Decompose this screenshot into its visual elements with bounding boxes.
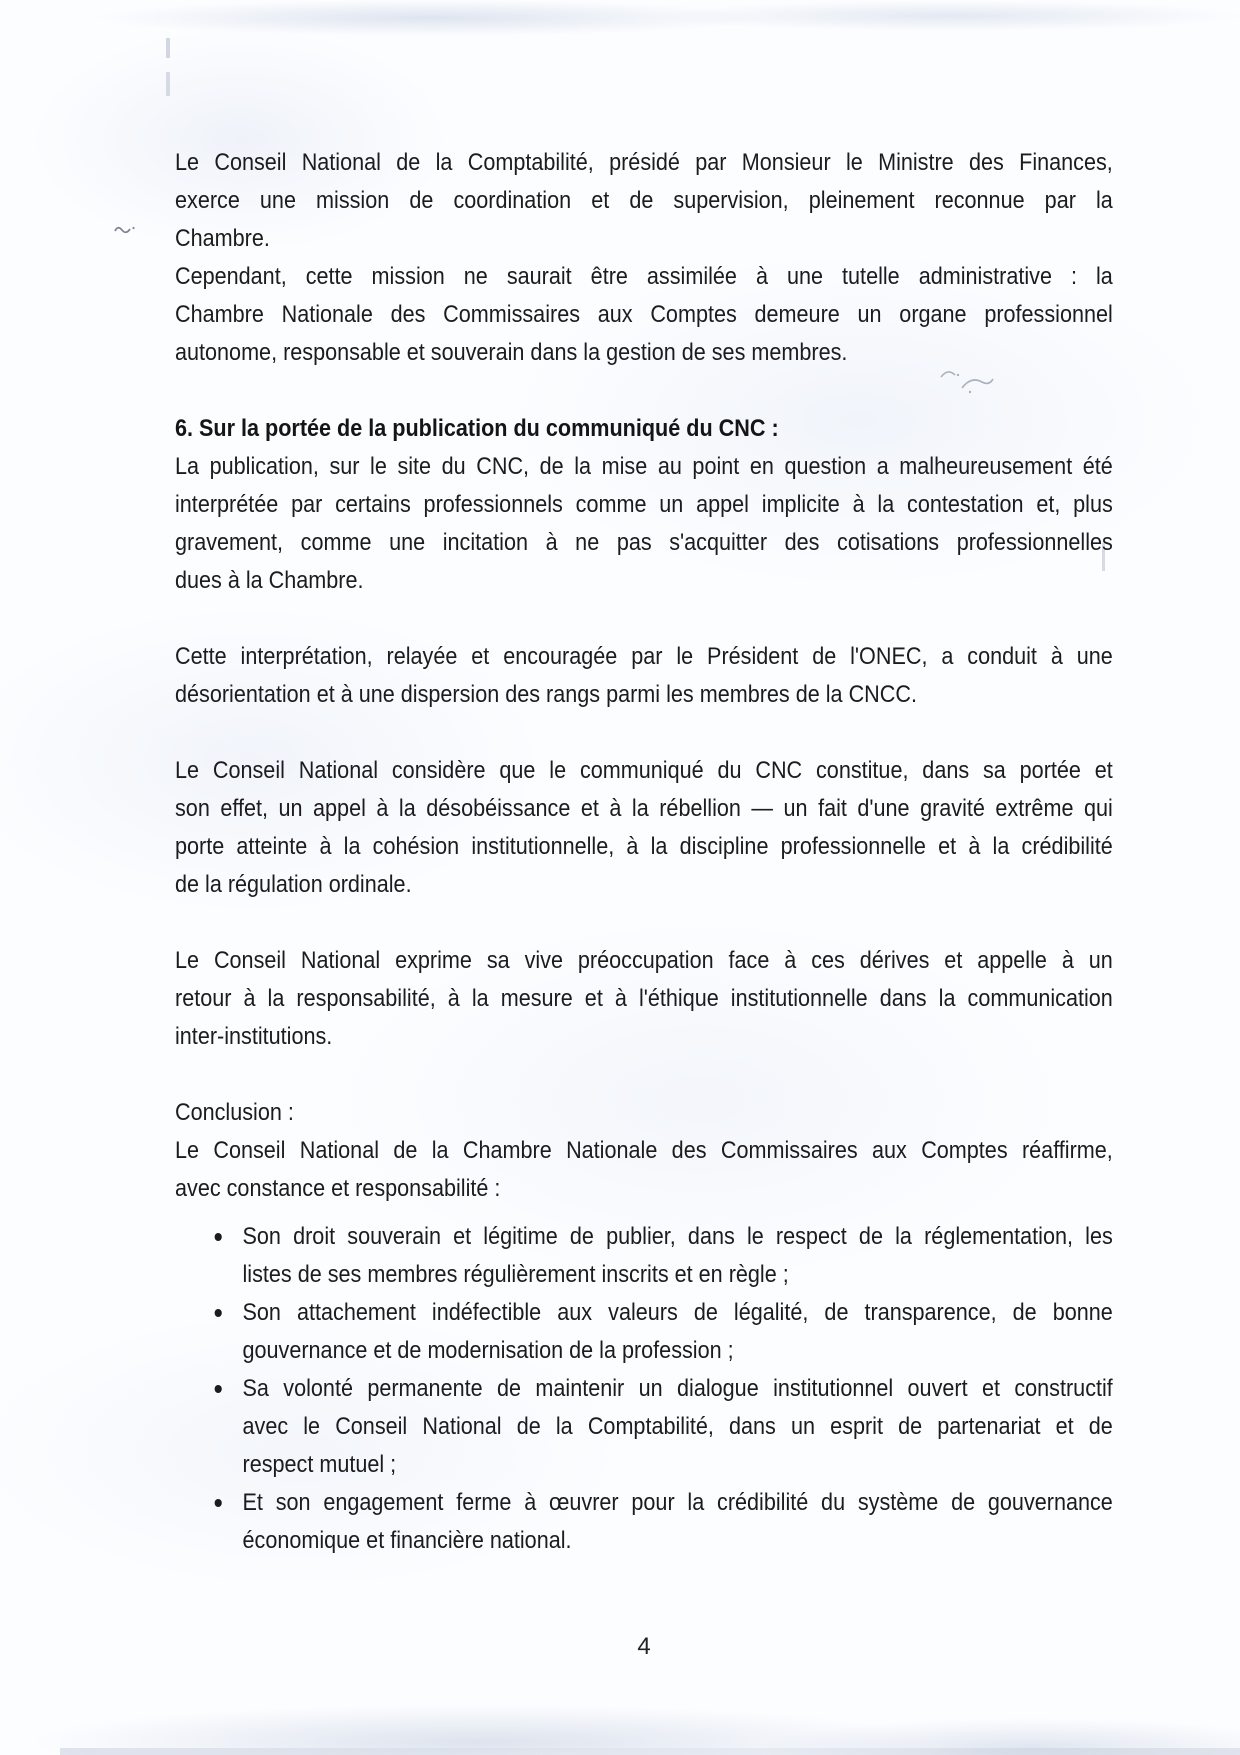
text-line: Cette interprétation, relayée et encouragée par le Président de l'ONEC, a conduit à une (175, 643, 1113, 670)
text-line: dues à la Chambre. (175, 567, 364, 594)
text-line: de la régulation ordinale. (175, 871, 412, 898)
bullet-item (175, 1294, 1113, 1370)
paragraph (175, 638, 1113, 714)
text-line: économique et financière national. (242, 1527, 572, 1554)
text-line: Le Conseil National de la Comptabilité, présidé par Monsieur le Ministre des Finances, (175, 149, 1113, 176)
text-line: avec constance et responsabilité : (175, 1175, 501, 1202)
text-line: gouvernance et de modernisation de la profession ; (242, 1337, 734, 1364)
text-line: 6. Sur la portée de la publication du communiqué du CNC : (175, 415, 779, 442)
scan-smudge-top (166, 38, 170, 58)
text-line: listes de ses membres régulièrement inscrits et en règle ; (242, 1261, 789, 1288)
text-line: désorientation et à une dispersion des rangs parmi les membres de la CNCC. (175, 681, 917, 708)
text-line: son effet, un appel à la désobéissance et à la rébellion — un fait d'une gravité extrême qui (175, 795, 1113, 822)
paragraph (175, 448, 1113, 600)
text-line: respect mutuel ; (242, 1451, 397, 1478)
bullet-list (175, 1218, 1113, 1560)
text-line: Le Conseil National considère que le communiqué du CNC constitue, dans sa portée et (175, 757, 1113, 784)
page-number: 4 (637, 1633, 651, 1660)
text-line: inter-institutions. (175, 1023, 333, 1050)
text-line: Sa volonté permanente de maintenir un dialogue institutionnel ouvert et constructif (242, 1375, 1113, 1402)
text-line: La publication, sur le site du CNC, de la mise au point en question a malheureusement été (175, 453, 1113, 480)
text-line: retour à la responsabilité, à la mesure et à l'éthique institutionnelle dans la communication (175, 985, 1113, 1012)
document-content (175, 144, 1113, 1560)
text-line: interprétée par certains professionnels comme un appel implicite à la contestation et, plus (175, 491, 1113, 518)
scan-smudge-top (166, 72, 170, 96)
text-line: gravement, comme une incitation à ne pas s'acquitter des cotisations professionnelles (175, 529, 1113, 556)
paragraph (175, 752, 1113, 904)
text-line: exerce une mission de coordination et de supervision, pleinement reconnue par la (175, 187, 1113, 214)
scan-mark-left-margin (112, 222, 138, 236)
bullet-item (175, 1484, 1113, 1560)
text-line: Chambre. (175, 225, 270, 252)
paragraph (175, 144, 1113, 258)
paragraph (175, 258, 1113, 372)
text-line: porte atteinte à la cohésion institutionnelle, à la discipline professionnelle et à la crédibilité (175, 833, 1113, 860)
text-line: avec le Conseil National de la Comptabilité, dans un esprit de partenariat et de (242, 1413, 1113, 1440)
text-line: Et son engagement ferme à œuvrer pour la crédibilité du système de gouvernance (242, 1489, 1113, 1516)
text-line: Le Conseil National de la Chambre Nationale des Commissaires aux Comptes réaffirme, (175, 1137, 1113, 1164)
paragraph (175, 942, 1113, 1056)
text-line: autonome, responsable et souverain dans la gestion de ses membres. (175, 339, 848, 366)
text-line: Conclusion : (175, 1099, 294, 1126)
text-line: Le Conseil National exprime sa vive préoccupation face à ces dérives et appelle à un (175, 947, 1113, 974)
text-line: Chambre Nationale des Commissaires aux Comptes demeure un organe professionnel (175, 301, 1113, 328)
paragraph (175, 1132, 1113, 1208)
bullet-item (175, 1370, 1113, 1484)
text-line: Son attachement indéfectible aux valeurs de légalité, de transparence, de bonne (242, 1299, 1113, 1326)
bullet-item (175, 1218, 1113, 1294)
section-heading (175, 410, 1113, 448)
text-line: Son droit souverain et légitime de publier, dans le respect de la réglementation, les (242, 1223, 1113, 1250)
scan-streak-bottom-edge (60, 1748, 1240, 1755)
text-line: Cependant, cette mission ne saurait être assimilée à une tutelle administrative : la (175, 263, 1113, 290)
paragraph (175, 1094, 1113, 1132)
